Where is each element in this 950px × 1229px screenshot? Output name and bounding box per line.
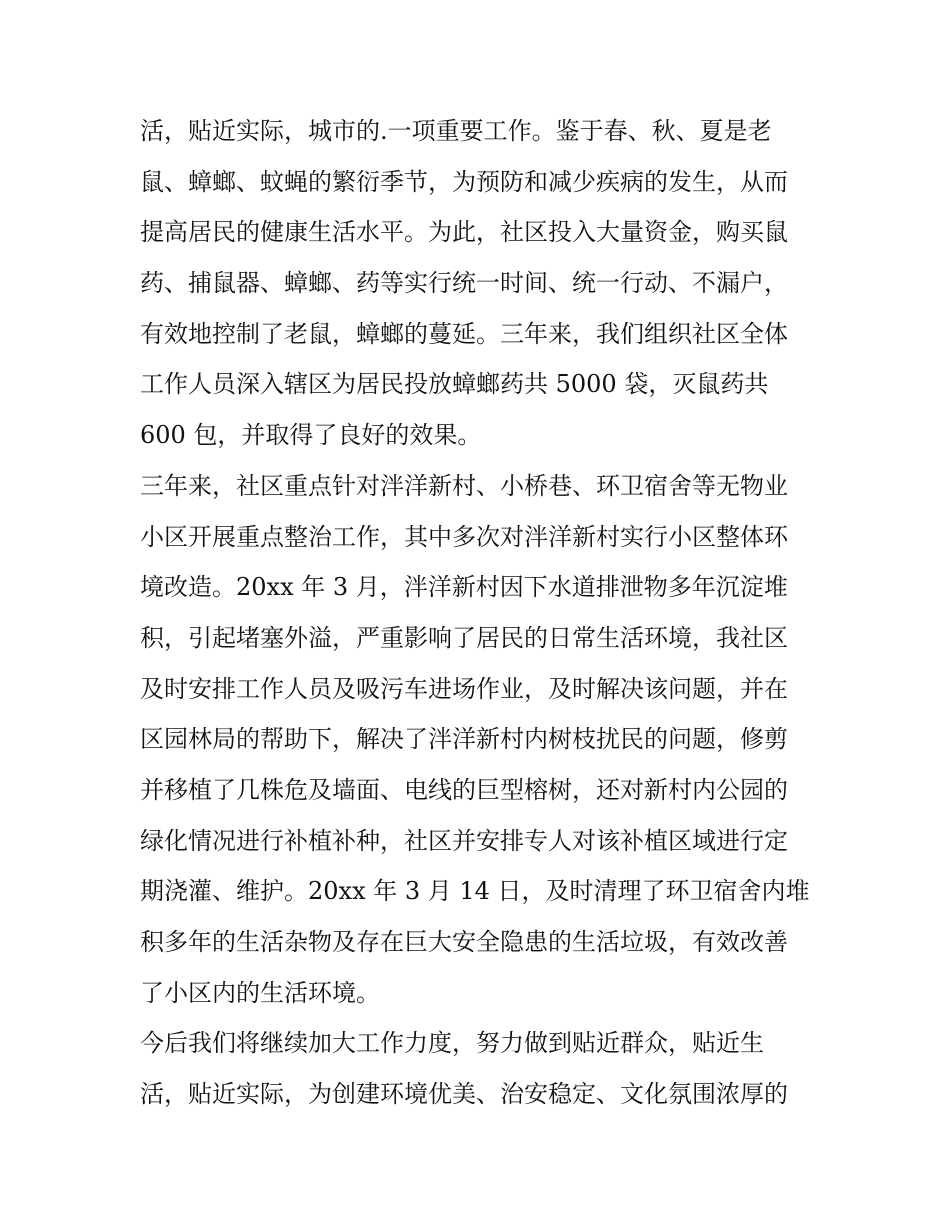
text-line: 积多年的生活杂物及存在巨大安全隐患的生活垃圾，有效改善 [140,928,788,956]
text-line: 三年来，社区重点针对泮洋新村、小桥巷、环卫宿舍等无物业 [140,471,788,500]
text-line: 鼠、蟑螂、蚊蝇的繁衍季节，为预防和减少疾病的发生，从而 [140,167,788,196]
text-line: 今后我们将继续加大工作力度，努力做到贴近群众，贴近生 [140,1029,764,1058]
text-line: 有效地控制了老鼠，蟑螂的蔓延。三年来，我们组织社区全体 [140,319,788,348]
text-line: 活，贴近实际，为创建环境优美、治安稳定、文化氛围浓厚的 [140,1080,788,1109]
text-line: 药、捕鼠器、蟑螂、药等实行统一时间、统一行动、不漏户， [140,269,788,298]
text-line: 小区开展重点整治工作，其中多次对泮洋新村实行小区整体环 [140,522,788,551]
text-line: 工作人员深入辖区为居民投放蟑螂药共 5000 袋，灭鼠药共 [140,370,769,399]
text-line: 了小区内的生活环境。 [140,978,380,1007]
text-line: 活，贴近实际，城市的.一项重要工作。鉴于春、秋、夏是老 [140,117,772,145]
text-line: 提高居民的健康生活水平。为此，社区投入大量资金，购买鼠 [140,218,788,247]
text-line: 600 包，并取得了良好的效果。 [140,421,482,450]
text-line: 绿化情况进行补植补种，社区并安排专人对该补植区域进行定 [140,826,788,855]
text-line: 积，引起堵塞外溢，严重影响了居民的日常生活环境，我社区 [140,623,788,652]
body-text [140,108,820,1122]
text-line: 区园林局的帮助下，解决了泮洋新村内树枝扰民的问题，修剪 [140,725,788,754]
text-line: 境改造。20xx 年 3 月，泮洋新村因下水道排泄物多年沉淀堆 [140,573,788,602]
text-line: 及时安排工作人员及吸污车进场作业，及时解决该问题，并在 [140,674,788,703]
text-line: 期浇灌、维护。20xx 年 3 月 14 日，及时清理了环卫宿舍内堆 [140,877,810,906]
text-line: 并移植了几株危及墙面、电线的巨型榕树，还对新村内公园的 [140,775,788,804]
